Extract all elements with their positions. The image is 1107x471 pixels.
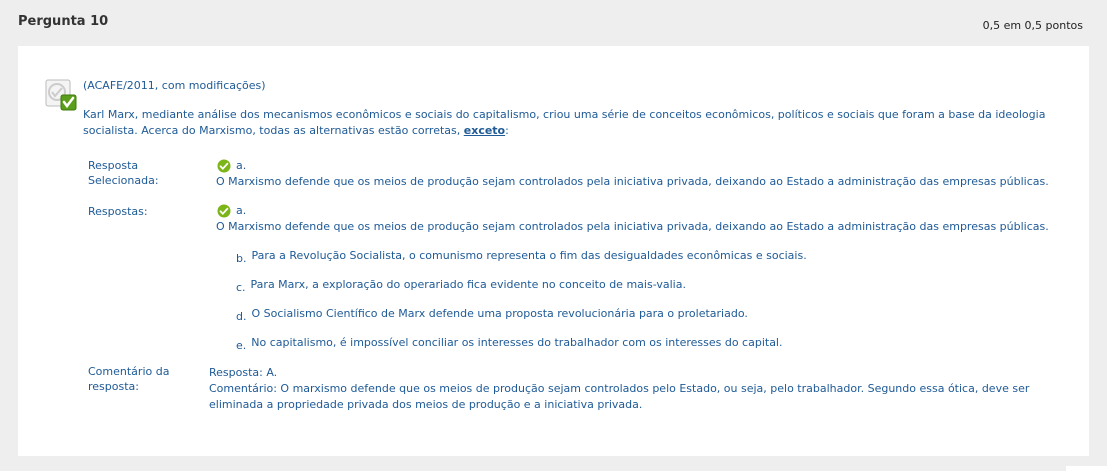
selected-answer-label xyxy=(88,158,198,188)
selected-text: O Marxismo defende que os meios de produção sejam controlados pela iniciativa privada, deixando ao Estado a administração das empresas públicas. xyxy=(216,175,1049,188)
option-d xyxy=(236,307,748,323)
option-letter: d. xyxy=(236,310,247,323)
footer-strip xyxy=(1066,466,1107,471)
option-e xyxy=(236,336,783,352)
question-header xyxy=(0,0,1107,46)
question-source: (ACAFE/2011, com modificações) xyxy=(83,79,266,92)
option-text: No capitalismo, é impossível conciliar os interesses do trabalhador com os interesses do capital. xyxy=(251,336,783,349)
question-panel xyxy=(18,46,1089,456)
selected-label-line1: Resposta xyxy=(88,159,139,172)
feedback-label-line1: Comentário da xyxy=(88,365,170,378)
option-b xyxy=(236,249,807,265)
selected-letter: a. xyxy=(236,159,247,172)
answers-label: Respostas: xyxy=(88,205,148,218)
option-text: Para a Revolução Socialista, o comunismo representa o fim das desigualdades econômicas e sociais. xyxy=(251,249,807,262)
option-text: O Socialismo Científico de Marx defende uma proposta revolucionária para o proletariado. xyxy=(251,307,748,320)
graded-correct-icon xyxy=(45,79,77,111)
check-circle-icon xyxy=(217,204,231,218)
question-text-after: : xyxy=(505,124,509,137)
option-letter: e. xyxy=(236,339,247,352)
feedback-comment: Comentário: O marxismo defende que os meios de produção sejam controlados pelo Estado, ou seja, pelo trabalhador. Segundo essa ótica, deve ser eliminada a propriedade privada dos meios de produção e a iniciativa privada. xyxy=(209,382,1030,411)
option-text: Para Marx, a exploração do operariado fica evidente no conceito de mais-valia. xyxy=(250,278,686,291)
check-circle-icon xyxy=(217,159,231,173)
correct-answer xyxy=(216,203,1049,235)
question-text-before: Karl Marx, mediante análise dos mecanismos econômicos e sociais do capitalismo, criou uma série de conceitos econômicos, políticos e sociais que foram a base da ideologia socialista. Acerca do Marxismo, todas as alternativas estão corretas, xyxy=(83,108,1046,137)
feedback-text xyxy=(209,365,1059,413)
correct-letter: a. xyxy=(236,204,247,217)
question-text-emphasis: exceto xyxy=(463,124,506,137)
option-letter: c. xyxy=(236,281,246,294)
question-text xyxy=(83,107,1058,139)
feedback-answer: Resposta: A. xyxy=(209,366,278,379)
option-letter: b. xyxy=(236,252,247,265)
option-c xyxy=(236,278,686,294)
correct-text: O Marxismo defende que os meios de produção sejam controlados pela iniciativa privada, deixando ao Estado a administração das empresas públicas. xyxy=(216,220,1049,233)
question-points: 0,5 em 0,5 pontos xyxy=(982,19,1083,32)
question-title: Pergunta 10 xyxy=(18,14,109,29)
selected-answer xyxy=(216,158,1049,190)
selected-label-line2: Selecionada: xyxy=(88,174,159,187)
feedback-label-line2: resposta: xyxy=(88,380,139,393)
feedback-label xyxy=(88,364,198,394)
